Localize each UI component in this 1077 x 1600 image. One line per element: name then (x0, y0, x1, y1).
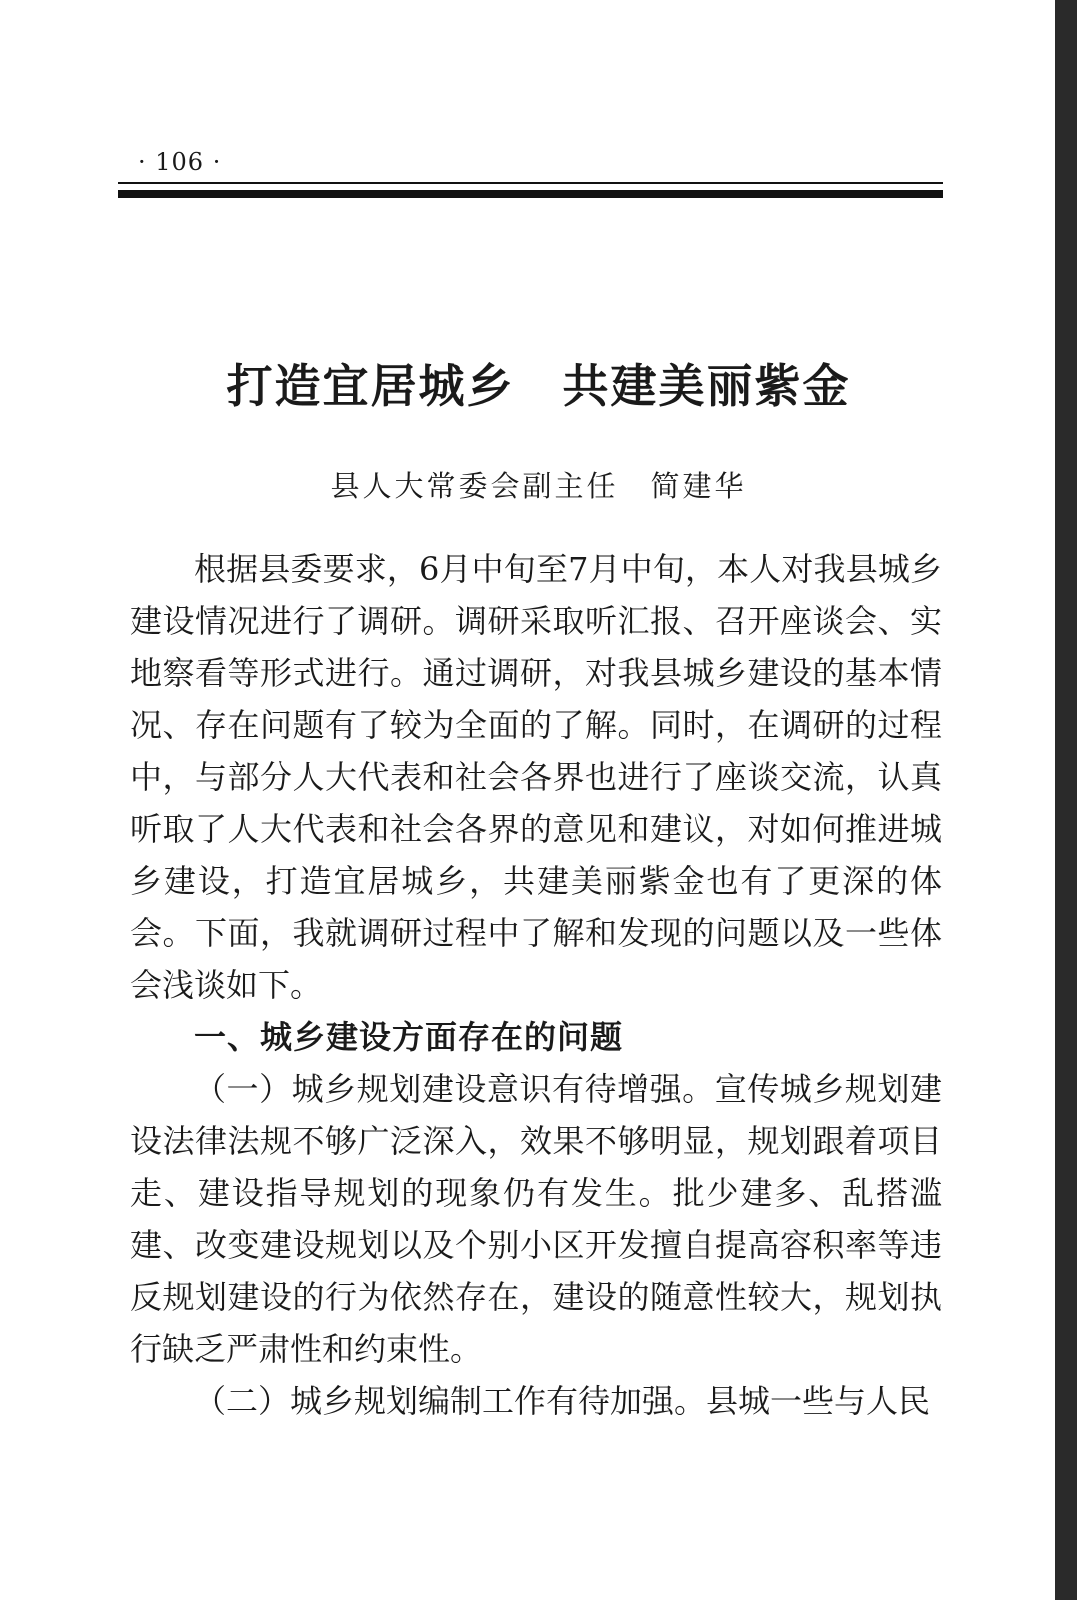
header-rule-thin (118, 182, 943, 184)
subsection-paragraph-1: （一）城乡规划建设意识有待增强。宣传城乡规划建设法律法规不够广泛深入，效果不够明显，规划跟着项目走、建设指导规划的现象仍有发生。批少建多、乱搭滥建、改变建设规划以及个别小区开发擅自提高容积率等违反规划建设的行为依然存在，建设的随意性较大，规划执行缺乏严肃性和约束性。 (130, 1070, 942, 1368)
header-rule-thick (118, 190, 943, 198)
section-heading: 一、城乡建设方面存在的问题 (194, 1018, 624, 1056)
subsection-paragraph-2: （二）城乡规划编制工作有待加强。县城一些与人民 (194, 1382, 931, 1420)
page-number: · 106 · (138, 148, 222, 176)
page-edge-shadow (1055, 0, 1077, 1600)
intro-paragraph: 根据县委要求，6月中旬至7月中旬，本人对我县城乡建设情况进行了调研。调研采取听汇报、召开座谈会、实地察看等形式进行。通过调研，对我县城乡建设的基本情况、存在问题有了较为全面的了解。同时，在调研的过程中，与部分人大代表和社会各界也进行了座谈交流，认真听取了人大代表和社会各界的意见和建议，对如何推进城乡建设，打造宜居城乡，共建美丽紫金也有了更深的体会。下面，我就调研过程中了解和发现的问题以及一些体会浅谈如下。 (130, 550, 942, 1004)
article-title: 打造宜居城乡 共建美丽紫金 (226, 359, 851, 413)
article-body (130, 543, 942, 1427)
article-author: 县人大常委会副主任 简建华 (330, 469, 747, 503)
